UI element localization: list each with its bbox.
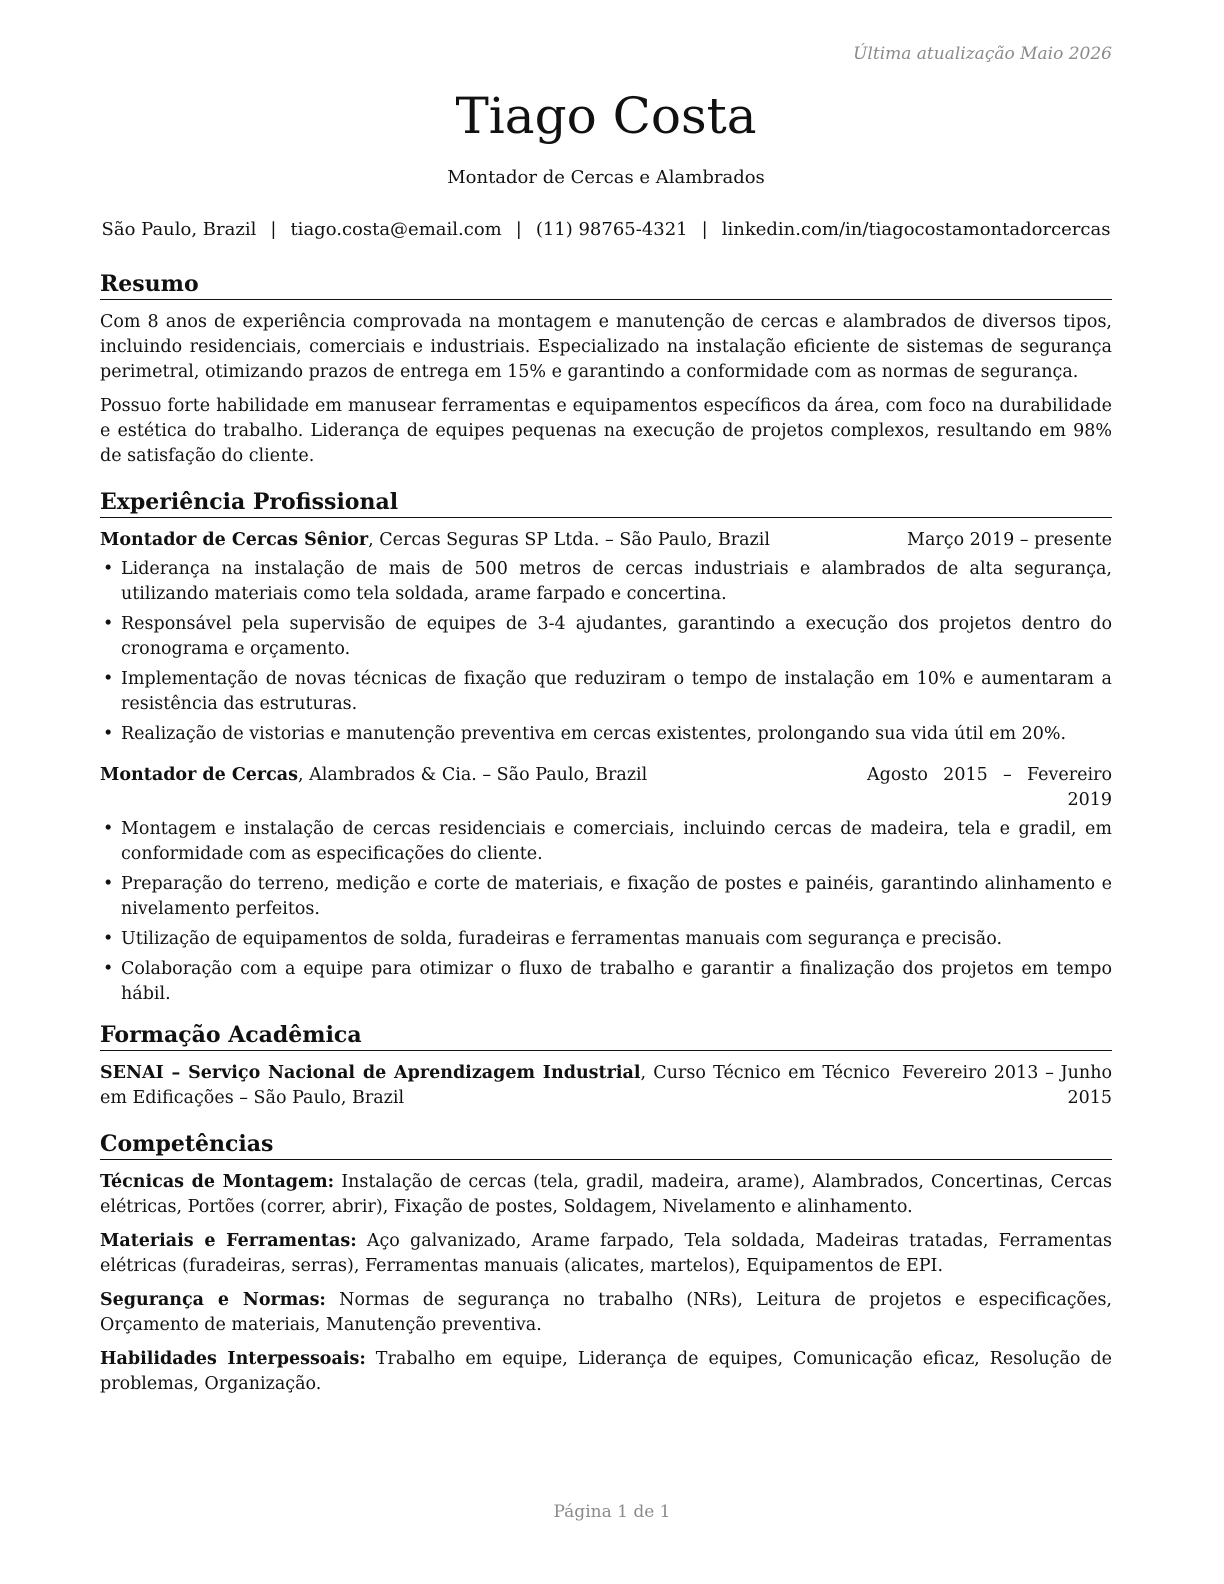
skill-group-label: Materiais e Ferramentas: (100, 1231, 357, 1251)
contact-line (100, 219, 1112, 240)
skill-group (100, 1170, 1112, 1220)
job-dates: Agosto 2015 – Fevereiro 2019 (867, 765, 1112, 810)
job-bullet: • Colaboração com a equipe para otimizar o fluxo de trabalho e garantir a finalização dos projetos em tempo hábil. (100, 957, 1112, 1007)
job-bullet: • Realização de vistorias e manutenção preventiva em cercas existentes, prolongando sua vida útil em 20%. (100, 722, 1112, 747)
skill-group (100, 1229, 1112, 1279)
contact-separator: | (701, 219, 708, 240)
skill-group (100, 1347, 1112, 1397)
job-header (100, 763, 1112, 813)
last-updated: Última atualização Maio 2026 (853, 44, 1112, 64)
job-title: Montador de Cercas (100, 765, 299, 785)
job-bullet: • Montagem e instalação de cercas residenciais e comerciais, incluindo cercas de madeira, tela e gradil, em conformidade com as especificações do cliente. (100, 817, 1112, 867)
section-title-education: Formação Acadêmica (100, 1021, 1112, 1051)
contact-email[interactable]: tiago.costa@email.com (290, 219, 502, 240)
skill-group-label: Segurança e Normas: (100, 1290, 326, 1310)
candidate-name: Tiago Costa (455, 87, 757, 145)
job-entry (100, 763, 1112, 1007)
education-entry (100, 1061, 1112, 1111)
job-header (100, 528, 1112, 553)
summary-paragraph: Possuo forte habilidade em manusear ferramentas e equipamentos específicos da área, com foco na durabilidade e estética do trabalho. Liderança de equipes pequenas na execução de projetos complexos, resultando em 98% de satisfação do cliente. (100, 396, 1112, 466)
job-entry (100, 528, 1112, 747)
contact-separator: | (270, 219, 277, 240)
education-dates: Fevereiro 2013 – Junho 2015 (902, 1063, 1112, 1108)
skills-section (100, 1130, 1112, 1406)
job-company: , Cercas Seguras SP Ltda. – São Paulo, Brazil (368, 530, 770, 550)
job-title: Montador de Cercas Sênior (100, 530, 369, 550)
section-title-experience: Experiência Profissional (100, 488, 1112, 518)
contact-location: São Paulo, Brazil (101, 219, 257, 240)
job-bullet: • Preparação do terreno, medição e corte de materiais, e fixação de postes e painéis, garantindo alinhamento e nivelamento perfeitos. (100, 872, 1112, 922)
experience-section (100, 488, 1112, 1012)
section-title-skills: Competências (100, 1130, 1112, 1160)
skill-group-text: Instalação de cercas (tela, gradil, madeira, arame), Alambrados, Concertinas, Cercas elétricas, Portões (correr, abrir), Fixação de postes, Soldagem, Nivelamento e alinhamento. (100, 1172, 1112, 1217)
education-institution: SENAI – Serviço Nacional de Aprendizagem Industrial (100, 1063, 641, 1083)
summary-section (100, 270, 1112, 478)
job-bullets (100, 817, 1112, 1007)
job-dates: Março 2019 – presente (907, 530, 1112, 550)
skill-group-label: Habilidades Interpessoais: (100, 1349, 366, 1369)
job-bullets (100, 557, 1112, 747)
headline: Montador de Cercas e Alambrados (447, 167, 765, 188)
skill-group-text: Aço galvanizado, Arame farpado, Tela soldada, Madeiras tratadas, Ferramentas elétricas (furadeiras, serras), Ferramentas manuais (alicates, martelos), Equipamentos de EPI. (100, 1231, 1112, 1276)
job-company: , Alambrados & Cia. – São Paulo, Brazil (298, 765, 648, 785)
skill-group (100, 1288, 1112, 1338)
contact-phone: (11) 98765-4321 (535, 219, 688, 240)
skill-group-text: Trabalho em equipe, Liderança de equipes, Comunicação eficaz, Resolução de problemas, Organização. (100, 1349, 1113, 1394)
contact-linkedin[interactable]: linkedin.com/in/tiagocostamontadorcercas (721, 219, 1111, 240)
job-bullet: • Utilização de equipamentos de solda, furadeiras e ferramentas manuais com segurança e precisão. (100, 927, 1112, 952)
page-number: Página 1 de 1 (553, 1502, 671, 1522)
skill-group-text: Normas de segurança no trabalho (NRs), Leitura de projetos e especificações, Orçamento de materiais, Manutenção preventiva. (100, 1290, 1112, 1335)
contact-separator: | (515, 219, 522, 240)
job-bullet: • Liderança na instalação de mais de 500 metros de cercas industriais e alambrados de alta segurança, utilizando materiais como tela soldada, arame farpado e concertina. (100, 557, 1112, 607)
job-bullet: • Implementação de novas técnicas de fixação que reduziram o tempo de instalação em 10% e aumentaram a resistência das estruturas. (100, 667, 1112, 717)
section-title-summary: Resumo (100, 270, 1112, 300)
skill-group-label: Técnicas de Montagem: (100, 1172, 335, 1192)
education-section (100, 1021, 1112, 1111)
summary-paragraph: Com 8 anos de experiência comprovada na montagem e manutenção de cercas e alambrados de diversos tipos, incluindo residenciais, comerciais e industriais. Especializado na instalação eficiente de sistemas de segurança perimetral, otimizando prazos de entrega em 15% e garantindo a conformidade com as normas de segurança. (100, 312, 1112, 382)
education-details: , Curso Técnico em Técnico em Edificações – São Paulo, Brazil (100, 1063, 890, 1108)
job-bullet: • Responsável pela supervisão de equipes de 3-4 ajudantes, garantindo a execução dos projetos dentro do cronograma e orçamento. (100, 612, 1112, 662)
